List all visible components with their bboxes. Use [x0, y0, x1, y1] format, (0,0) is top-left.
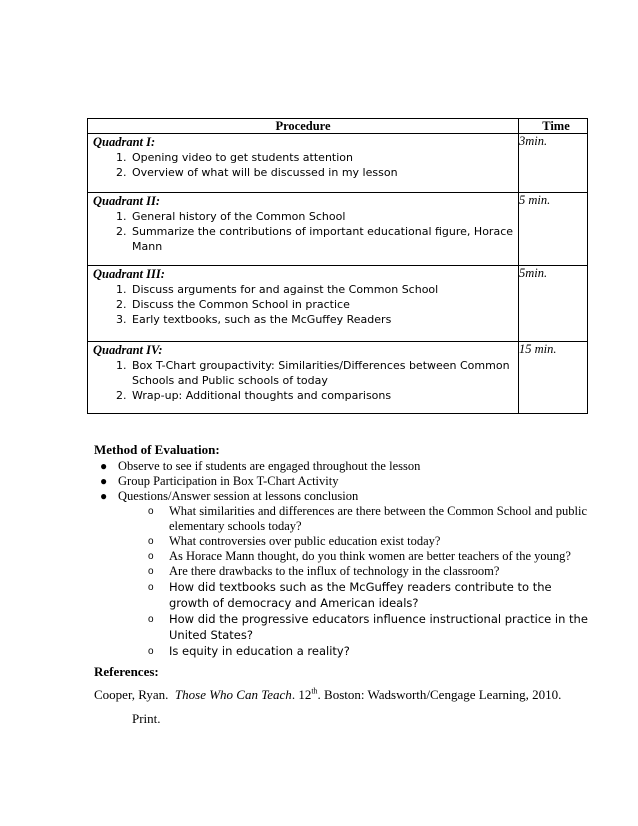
- list-item: 2. Discuss the Common School in practice: [130, 297, 518, 312]
- step-list: [88, 358, 518, 403]
- question-text: How did the progressive educators influence instructional practice in the United States?: [169, 612, 588, 642]
- circle-bullet-icon: o: [148, 506, 154, 517]
- procedure-cell: [88, 342, 519, 414]
- bullet-text: Questions/Answer session at lessons conclusion: [118, 489, 359, 503]
- quadrant-title: Quadrant I:: [93, 135, 156, 149]
- list-item: [94, 474, 594, 489]
- list-item: [118, 549, 594, 564]
- table-row: [88, 266, 588, 342]
- list-item: [94, 489, 594, 659]
- evaluation-heading: Method of Evaluation:: [94, 442, 220, 457]
- list-item: 1. Discuss arguments for and against the Common School: [130, 282, 518, 297]
- evaluation-list: [94, 459, 594, 659]
- procedure-cell: [88, 266, 519, 342]
- list-item: [94, 459, 594, 474]
- list-item: 2. Overview of what will be discussed in my lesson: [130, 165, 518, 180]
- bullet-text: Observe to see if students are engaged throughout the lesson: [118, 459, 421, 473]
- quadrant-title: Quadrant IV:: [93, 343, 163, 357]
- quadrant-title: Quadrant II:: [93, 194, 161, 208]
- time-cell: 5 min.: [519, 193, 588, 266]
- list-item: [118, 579, 594, 611]
- circle-bullet-icon: o: [148, 582, 154, 593]
- reference-author: Cooper, Ryan.: [94, 687, 169, 702]
- bullet-icon: ●: [100, 459, 108, 473]
- reference-publisher: . Boston: Wadsworth/Cengage Learning, 2010.: [317, 687, 562, 702]
- list-item: 2. Summarize the contributions of important educational figure, Horace Mann: [130, 224, 518, 254]
- list-item: 2. Wrap-up: Additional thoughts and comparisons: [130, 388, 518, 403]
- evaluation-section: [94, 442, 594, 659]
- quadrant-title: Quadrant III:: [93, 267, 165, 281]
- list-item: 1. Box T-Chart groupactivity: Similarities/Differences between Common Schools and Public schools of today: [130, 358, 518, 388]
- table-row: [88, 134, 588, 193]
- bullet-icon: ●: [100, 474, 108, 488]
- question-text: What controversies over public education exist today?: [169, 534, 441, 548]
- list-item: [118, 504, 594, 534]
- time-header: Time: [519, 119, 588, 134]
- reference-edition: . 12: [291, 687, 312, 702]
- question-text: Is equity in education a reality?: [169, 644, 350, 658]
- list-item: [118, 611, 594, 643]
- table-row: [88, 193, 588, 266]
- step-list: [88, 209, 518, 254]
- references-section: [94, 664, 614, 703]
- procedure-header: Procedure: [88, 119, 519, 134]
- circle-bullet-icon: o: [148, 566, 154, 577]
- circle-bullet-icon: o: [148, 551, 154, 562]
- circle-bullet-icon: o: [148, 536, 154, 547]
- step-list: [88, 282, 518, 327]
- list-item: [118, 534, 594, 549]
- procedure-table: [87, 118, 588, 414]
- references-heading: References:: [94, 664, 159, 679]
- list-item: [118, 564, 594, 579]
- bullet-text: Group Participation in Box T-Chart Activity: [118, 474, 339, 488]
- time-cell: 5min.: [519, 266, 588, 342]
- circle-bullet-icon: o: [148, 646, 154, 657]
- question-text: Are there drawbacks to the influx of technology in the classroom?: [169, 564, 500, 578]
- list-item: 1. General history of the Common School: [130, 209, 518, 224]
- table-row: [88, 342, 588, 414]
- question-text: As Horace Mann thought, do you think women are better teachers of the young?: [169, 549, 571, 563]
- question-text: How did textbooks such as the McGuffey readers contribute to the growth of democracy and American ideals?: [169, 580, 552, 610]
- question-list: [118, 504, 594, 659]
- procedure-cell: [88, 193, 519, 266]
- question-text: What similarities and differences are there between the Common School and public elementary schools today?: [169, 504, 588, 533]
- reference-entry: [94, 687, 614, 703]
- list-item: [118, 643, 594, 659]
- bullet-icon: ●: [100, 489, 108, 503]
- list-item: 3. Early textbooks, such as the McGuffey Readers: [130, 312, 518, 327]
- reference-edition-suffix: th: [311, 686, 318, 696]
- procedure-cell: [88, 134, 519, 193]
- list-item: 1. Opening video to get students attention: [130, 150, 518, 165]
- time-cell: 15 min.: [519, 342, 588, 414]
- time-cell: 3min.: [519, 134, 588, 193]
- table-header-row: [88, 119, 588, 134]
- circle-bullet-icon: o: [148, 614, 154, 625]
- step-list: [88, 150, 518, 180]
- reference-title: Those Who Can Teach: [174, 687, 292, 702]
- reference-medium: Print.: [132, 711, 161, 726]
